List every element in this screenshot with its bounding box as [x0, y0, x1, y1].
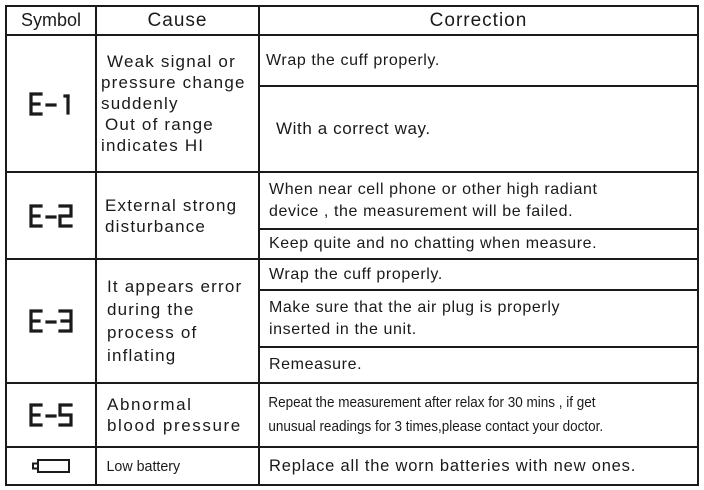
cause-line: disturbance [105, 216, 207, 236]
lcd-code-icon [28, 91, 74, 117]
cause-e3 [97, 260, 258, 382]
correction-e1-2: With a correct way. [276, 119, 431, 138]
error-symbol-e2 [7, 173, 95, 258]
cause-line: indicates HI [101, 136, 205, 155]
cause-line: inflating [107, 346, 177, 365]
correction-e3-3: Remeasure. [269, 356, 363, 373]
header-correction: Correction [429, 9, 528, 31]
correction-e5: Repeat the measurement after relax for 30 mins , if get unusual readings for 3 times,please contact your doctor. [268, 394, 604, 435]
battery-symbol [7, 448, 95, 484]
cause-line: pressure change [101, 73, 246, 92]
cause-line: Abnormal [107, 395, 193, 414]
error-symbol-e5 [7, 384, 95, 446]
lcd-code-icon [28, 402, 74, 428]
cause-line: process of [107, 323, 198, 342]
correction-e3-1: Wrap the cuff properly. [269, 265, 443, 283]
lcd-code-icon [28, 203, 74, 229]
cause-e1 [97, 36, 258, 171]
correction-e2-1: When near cell phone or other high radiant device , the measurement will be failed. [269, 180, 598, 220]
cause-line: External strong [105, 195, 238, 215]
table-border-right [697, 5, 699, 486]
correction-low-battery: Replace all the worn batteries with new ones. [269, 457, 637, 475]
cause-line: Weak signal or [107, 52, 236, 71]
correction-e1-1: Wrap the cuff properly. [266, 51, 440, 69]
cause-low-battery: Low battery [106, 457, 181, 475]
error-symbol-e1 [7, 36, 95, 171]
cause-line: Out of range [105, 115, 214, 134]
cause-line: during the [107, 300, 195, 319]
correction-e2-2: Keep quite and no chatting when measure. [269, 235, 598, 252]
lcd-code-icon [28, 308, 74, 334]
correction-e3-2: Make sure that the air plug is properly inserted in the unit. [269, 298, 561, 338]
table-border-bottom [5, 484, 699, 486]
cause-e5 [97, 384, 258, 446]
cause-e2 [97, 173, 258, 258]
header-cause: Cause [147, 9, 208, 31]
header-symbol: Symbol [20, 10, 82, 30]
error-code-table [5, 5, 699, 486]
error-symbol-e3 [7, 260, 95, 382]
cause-line: It appears error [107, 277, 243, 296]
battery-icon [30, 457, 72, 475]
cause-line: suddenly [101, 94, 179, 113]
cause-line: blood pressure [107, 416, 242, 435]
